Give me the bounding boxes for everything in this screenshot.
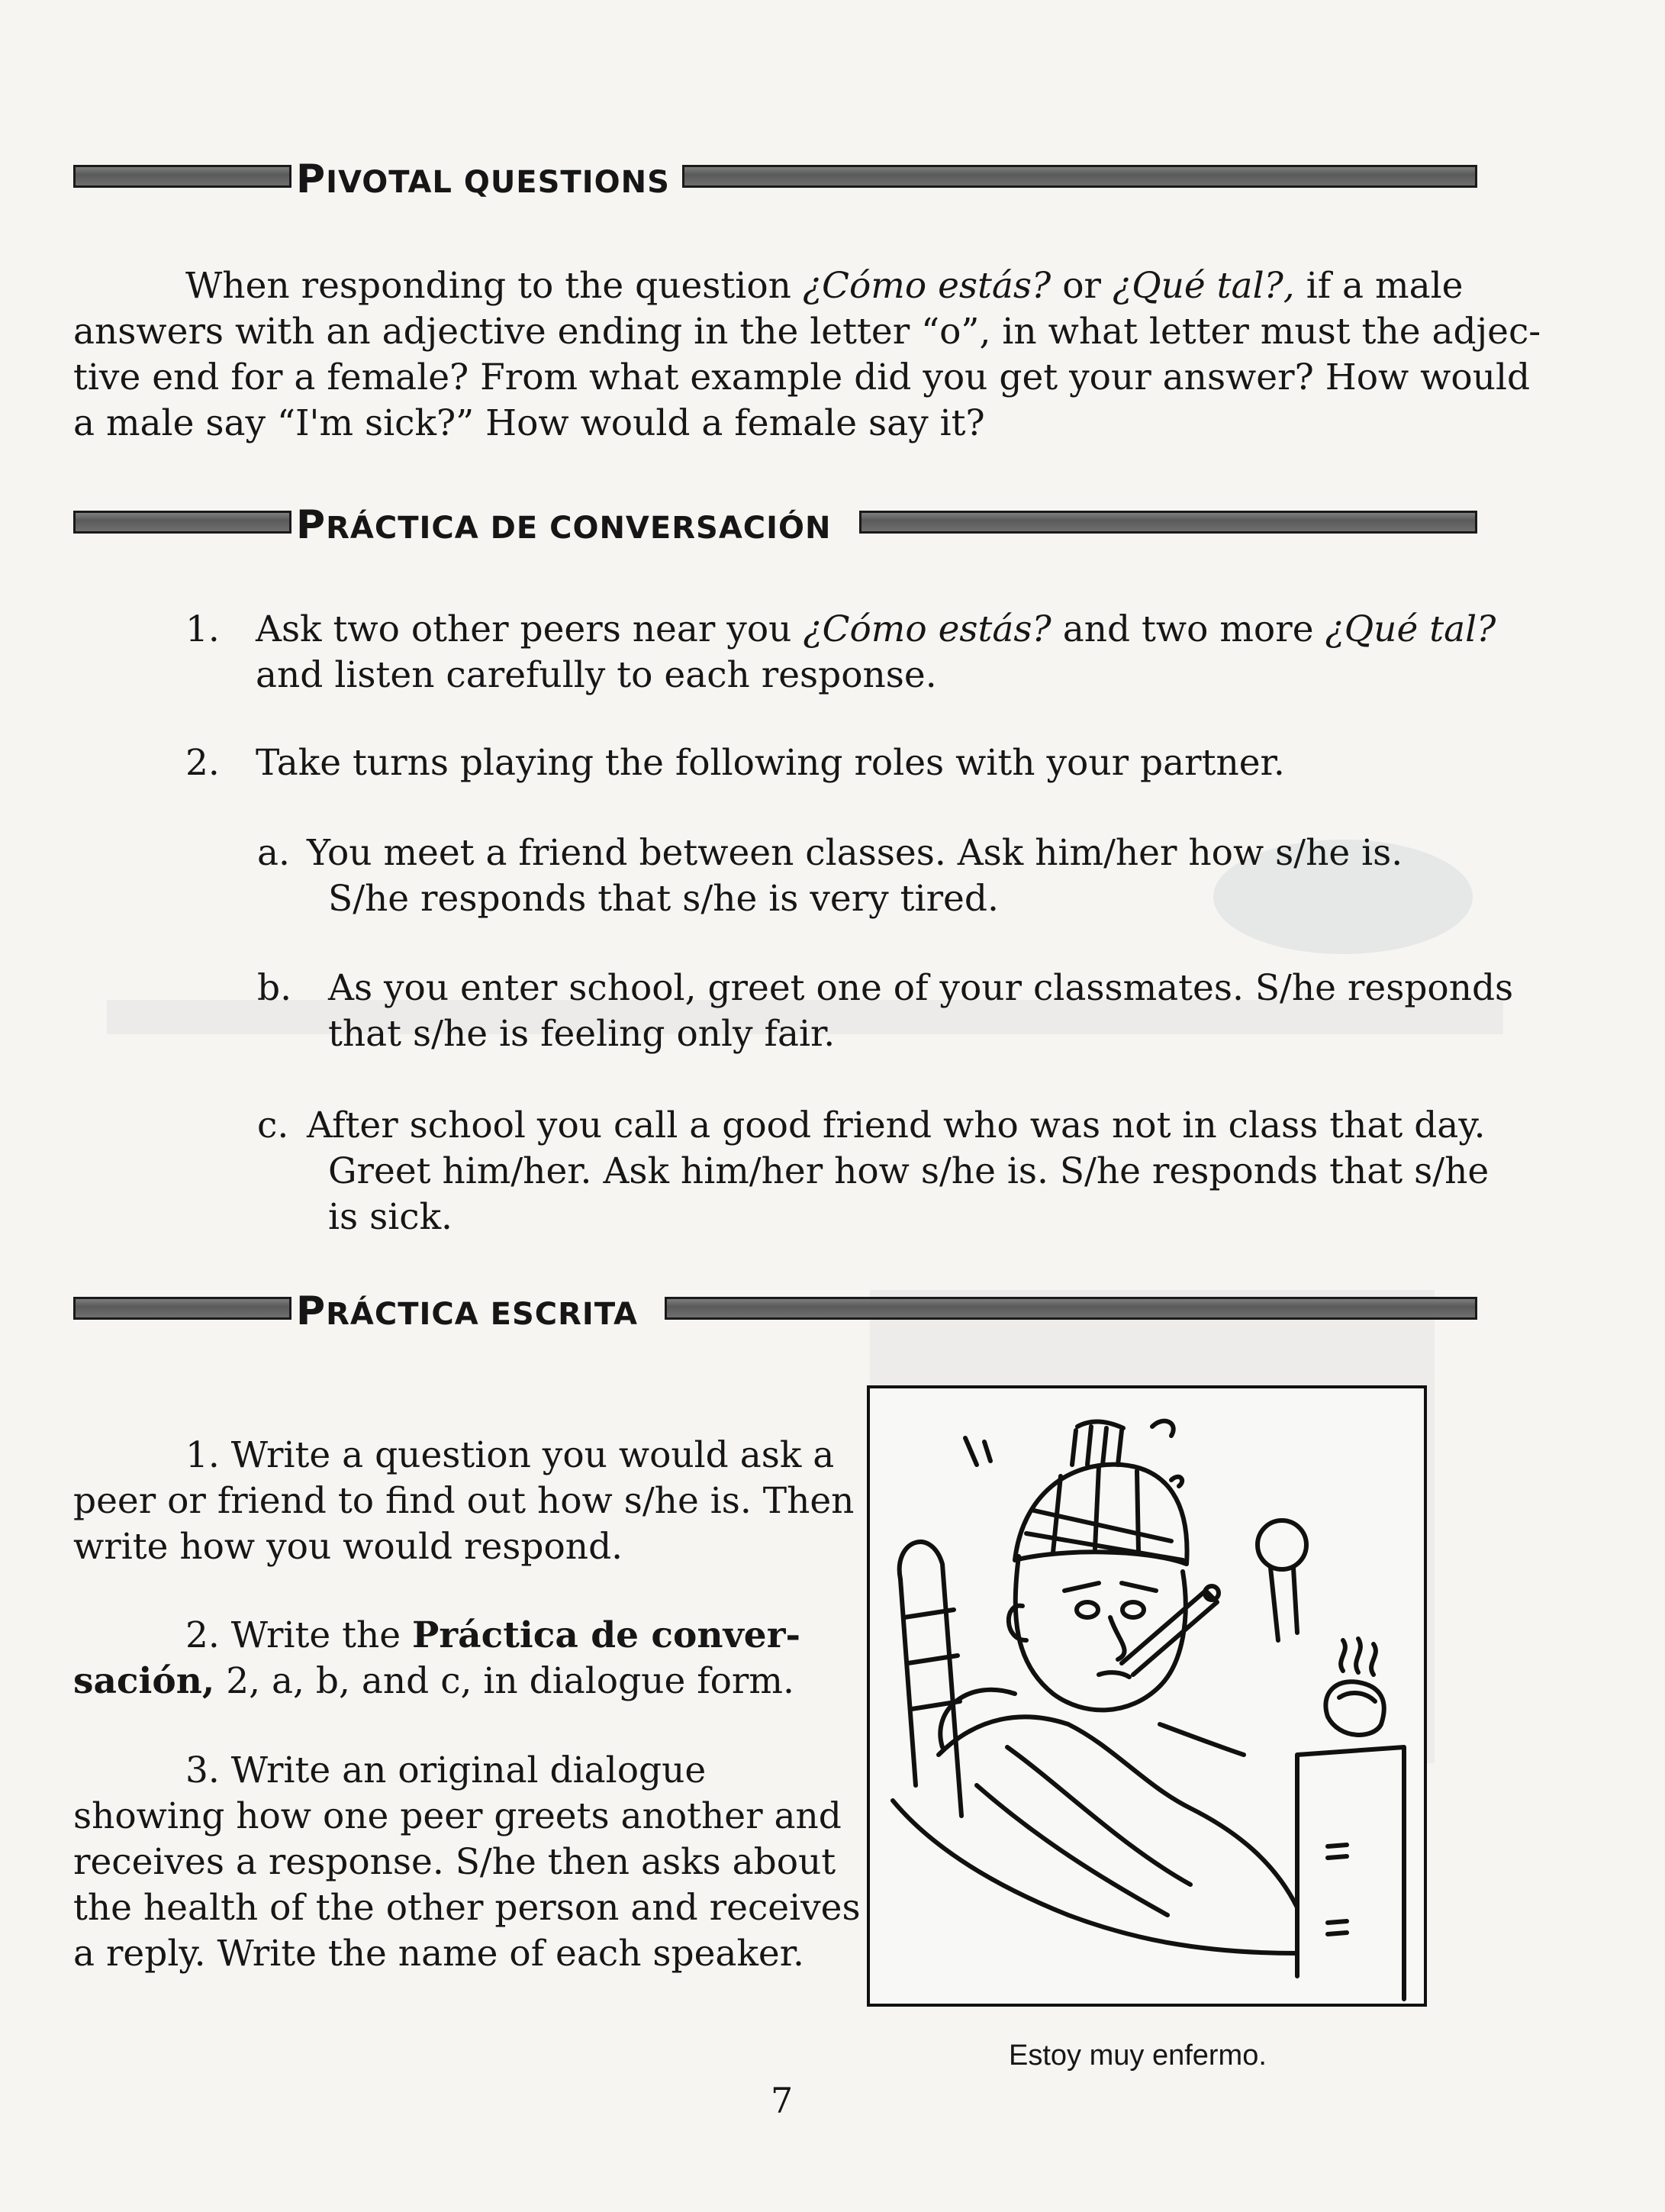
written-item-line: write how you would respond. <box>73 1526 623 1568</box>
pivotal-question-line: When responding to the question ¿Cómo estás? or ¿Qué tal?, if a male <box>185 265 1464 307</box>
conversation-item-number: 2. <box>185 742 220 784</box>
written-item-line: 3. Write an original dialogue <box>185 1749 707 1791</box>
pivotal-question-line: a male say “I'm sick?” How would a female say it? <box>73 402 985 444</box>
conversation-item-text: Take turns playing the following roles with your partner. <box>256 742 1285 784</box>
pivotal-questions-title: PIVOTAL QUESTIONS <box>296 156 670 202</box>
header-bar-left <box>73 1297 291 1320</box>
written-item-line: receives a response. S/he then asks about <box>73 1841 836 1883</box>
header-bar-left <box>73 511 291 534</box>
practica-escrita-header <box>73 1288 1477 1332</box>
header-bar-right <box>665 1297 1477 1320</box>
practica-conversacion-header <box>73 501 1477 546</box>
written-item-line: showing how one peer greets another and <box>73 1795 842 1837</box>
subitem-text: that s/he is feeling only fair. <box>328 1013 836 1055</box>
subitem-letter: c. <box>257 1104 289 1146</box>
pivotal-question-line: answers with an adjective ending in the letter “o”, in what letter must the adjec- <box>73 311 1541 353</box>
subitem-text: is sick. <box>328 1196 452 1238</box>
pivotal-question-line: tive end for a female? From what example did you get your answer? How would <box>73 356 1531 398</box>
illustration-caption: Estoy muy enfermo. <box>1009 2039 1267 2072</box>
conversation-item-number: 1. <box>185 608 220 650</box>
written-item-line: the health of the other person and receives <box>73 1887 861 1929</box>
header-bar-left <box>73 165 291 188</box>
page-number: 7 <box>771 2080 794 2121</box>
conversation-item-text: Ask two other peers near you ¿Cómo estás? and two more ¿Qué tal? <box>256 608 1496 650</box>
header-bar-right <box>859 511 1477 534</box>
subitem-text: As you enter school, greet one of your classmates. S/he responds <box>328 967 1514 1009</box>
written-item-line: 2. Write the Práctica de conver- <box>185 1614 800 1656</box>
header-bar-right <box>682 165 1477 188</box>
written-item-line: peer or friend to find out how s/he is. Then <box>73 1480 855 1522</box>
conversation-item-text: and listen carefully to each response. <box>256 654 937 696</box>
practica-escrita-title: PRÁCTICA ESCRITA <box>296 1288 638 1334</box>
practica-conversacion-title: PRÁCTICA DE CONVERSACIÓN <box>296 502 832 548</box>
written-item-line: a reply. Write the name of each speaker. <box>73 1933 804 1975</box>
subitem-text: Greet him/her. Ask him/her how s/he is. S/he responds that s/he <box>328 1150 1489 1192</box>
pivotal-questions-header <box>73 156 1477 200</box>
sick-man-illustration <box>867 1385 1427 2007</box>
written-item-line: sación, 2, a, b, and c, in dialogue form. <box>73 1660 794 1702</box>
written-item-line: 1. Write a question you would ask a <box>185 1434 835 1476</box>
subitem-letter: b. <box>257 967 292 1009</box>
subitem-text: After school you call a good friend who was not in class that day. <box>307 1104 1486 1146</box>
subitem-text: S/he responds that s/he is very tired. <box>328 878 999 920</box>
subitem-letter: a. <box>257 832 290 874</box>
subitem-text: You meet a friend between classes. Ask him/her how s/he is. <box>307 832 1403 874</box>
sick-man-in-bed-icon <box>870 1388 1424 2004</box>
